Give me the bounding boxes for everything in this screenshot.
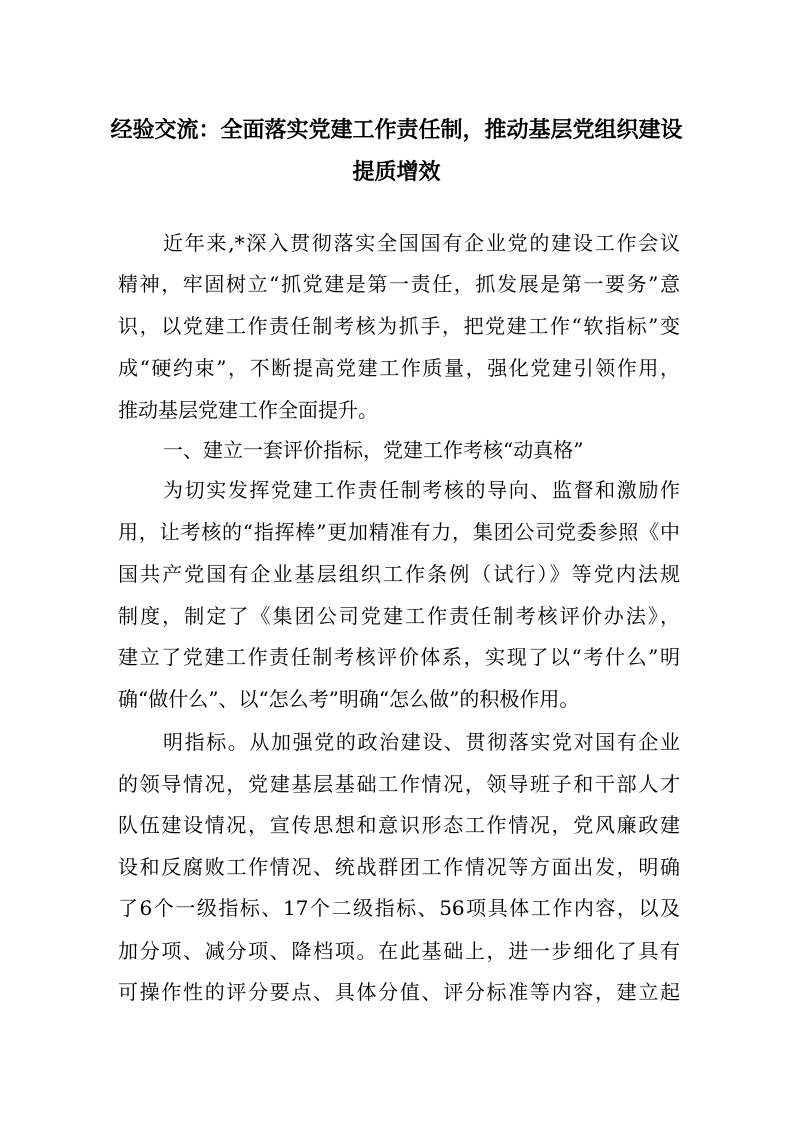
paragraph-2-line-5: 建立了党建工作责任制考核评价体系，实现了以“考什么”明: [118, 645, 680, 669]
paragraph-1-line-2: 精神，牢固树立“抓党建是第一责任，抓发展是第一要务”意: [118, 272, 680, 296]
paragraph-2-line-1: 为切实发挥党建工作责任制考核的导向、监督和激励作: [163, 478, 680, 502]
document-title-line-1: 经验交流：全面落实党建工作责任制，推动基层党组织建设: [110, 118, 683, 143]
section-heading-1: 一、建立一套评价指标，党建工作考核“动真格”: [163, 438, 584, 462]
paragraph-3-line-1: 明指标。从加强党的政治建设、贯彻落实党对国有企业: [163, 730, 680, 754]
paragraph-3-line-4: 设和反腐败工作情况、统战群团工作情况等方面出发，明确: [118, 855, 680, 879]
paragraph-2-line-6: 确“做什么”、以“怎么考”明确“怎么做”的积极作用。: [118, 687, 580, 711]
paragraph-1-line-4: 成“硬约束”，不断提高党建工作质量，强化党建引领作用，: [118, 356, 680, 380]
paragraph-3-line-6: 加分项、减分项、降档项。在此基础上，进一步细化了具有: [118, 939, 680, 963]
paragraph-1-line-1: 近年来,*深入贯彻落实全国国有企业党的建设工作会议: [163, 231, 680, 255]
paragraph-3-line-3: 队伍建设情况，宣传思想和意识形态工作情况，党风廉政建: [118, 813, 680, 837]
paragraph-2-line-4: 制度，制定了《集团公司党建工作责任制考核评价办法》，: [118, 604, 680, 628]
paragraph-3-line-2: 的领导情况，党建基层基础工作情况，领导班子和干部人才: [118, 772, 680, 796]
paragraph-2-line-2: 用，让考核的“指挥棒”更加精准有力，集团公司党委参照《中: [118, 520, 680, 544]
paragraph-3-line-5: 了6个一级指标、17个二级指标、56项具体工作内容，以及: [118, 896, 680, 920]
paragraph-1-line-5: 推动基层党建工作全面提升。: [118, 398, 378, 422]
paragraph-1-line-3: 识，以党建工作责任制考核为抓手，把党建工作“软指标”变: [118, 314, 680, 338]
paragraph-2-line-3: 国共产党国有企业基层组织工作条例（试行）》等党内法规: [118, 562, 680, 586]
paragraph-3-line-7: 可操作性的评分要点、具体分值、评分标准等内容，建立起: [118, 980, 680, 1004]
document-title-line-2: 提质增效: [352, 160, 441, 185]
